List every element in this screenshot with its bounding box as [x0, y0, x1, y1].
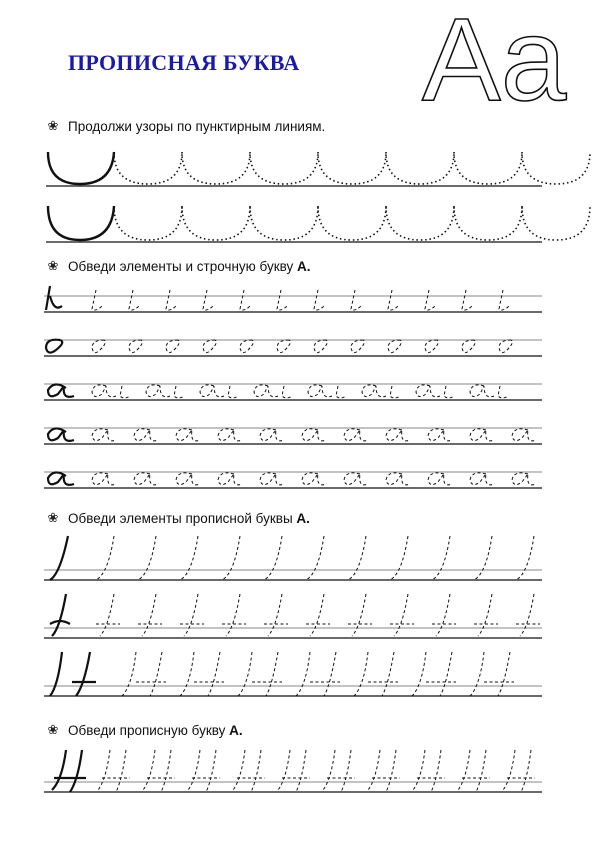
solid-element	[50, 536, 68, 580]
dashed-element	[92, 385, 130, 398]
solid-element	[52, 750, 86, 792]
dashed-element	[314, 290, 324, 310]
page-title: ПРОПИСНАЯ БУКВА	[68, 50, 300, 75]
instruction-3-letter: А.	[296, 510, 310, 526]
dashed-element	[512, 429, 536, 441]
dashed-element	[470, 385, 508, 398]
dashed-element	[138, 536, 156, 580]
dashed-element	[277, 340, 290, 353]
dashed-element	[254, 385, 292, 398]
dashed-element	[134, 473, 158, 485]
dashed-element	[412, 652, 456, 696]
dashed-element	[180, 594, 204, 636]
flower-bullet-icon: ❀	[47, 118, 59, 133]
dashed-element	[314, 340, 327, 353]
dashed-element	[302, 473, 326, 485]
dashed-element	[188, 750, 220, 792]
pattern-row-1	[0, 146, 595, 196]
dotted-arc	[250, 206, 318, 240]
dashed-element	[92, 473, 116, 485]
dashed-element	[122, 652, 166, 696]
dashed-element	[134, 429, 158, 441]
dashed-element	[143, 750, 175, 792]
dashed-element	[166, 340, 179, 353]
dashed-element	[180, 652, 224, 696]
dashed-element	[388, 340, 401, 353]
dashed-element	[240, 340, 253, 353]
dashed-element	[348, 536, 366, 580]
instruction-4-text: Обведи прописную букву	[68, 722, 230, 738]
dotted-arc	[386, 152, 454, 184]
dashed-element	[96, 536, 114, 580]
dashed-element	[512, 473, 536, 485]
dashed-element	[260, 429, 284, 441]
dashed-element	[470, 473, 494, 485]
solid-element	[50, 594, 70, 636]
dashed-element	[390, 594, 414, 636]
flower-bullet-icon: ❀	[47, 258, 59, 273]
instruction-4	[46, 722, 243, 738]
dashed-element	[425, 290, 435, 310]
dashed-element	[138, 594, 162, 636]
uppercase-element-rows	[0, 532, 595, 704]
dashed-element	[203, 290, 213, 310]
dashed-element	[388, 290, 398, 310]
dashed-element	[499, 340, 512, 353]
pattern-solid-arc	[48, 152, 114, 184]
dashed-element	[351, 340, 364, 353]
dashed-element	[323, 750, 355, 792]
dashed-element	[516, 594, 540, 636]
dashed-element	[462, 290, 472, 310]
dashed-element	[264, 536, 282, 580]
dotted-arc	[454, 152, 522, 184]
dashed-element	[362, 385, 400, 398]
dashed-element	[308, 385, 346, 398]
dashed-element	[166, 290, 176, 310]
dotted-arc	[114, 206, 182, 240]
solid-element	[48, 384, 74, 396]
solid-element	[46, 286, 62, 310]
dashed-element	[348, 594, 372, 636]
dashed-element	[390, 536, 408, 580]
dashed-element	[222, 536, 240, 580]
lowercase-rows	[0, 282, 595, 492]
instruction-2-letter: А.	[297, 258, 311, 274]
dashed-element	[180, 536, 198, 580]
dashed-element	[260, 473, 284, 485]
dashed-element	[386, 473, 410, 485]
dashed-element	[92, 340, 105, 353]
solid-element	[48, 472, 74, 484]
dashed-element	[462, 340, 475, 353]
dashed-element	[344, 429, 368, 441]
dashed-element	[96, 594, 120, 636]
dashed-element	[302, 429, 326, 441]
dashed-element	[92, 429, 116, 441]
dashed-element	[240, 290, 250, 310]
dashed-element	[264, 594, 288, 636]
flower-bullet-icon: ❀	[47, 510, 59, 525]
solid-element	[46, 340, 62, 353]
dashed-element	[413, 750, 445, 792]
dotted-arc	[250, 152, 318, 184]
instruction-1-text: Продолжи узоры по пунктирным линиям.	[68, 118, 326, 134]
dashed-element	[296, 652, 340, 696]
outlined-letters-text: Aa	[422, 0, 567, 126]
dashed-element	[176, 473, 200, 485]
solid-element	[50, 652, 96, 696]
outlined-letters-Aa	[418, 0, 588, 126]
dashed-element	[129, 290, 139, 310]
dashed-element	[386, 429, 410, 441]
dashed-element	[474, 594, 498, 636]
dashed-element	[474, 536, 492, 580]
dashed-element	[425, 340, 438, 353]
dotted-arc	[318, 152, 386, 184]
dashed-element	[200, 385, 238, 398]
dashed-element	[428, 429, 452, 441]
dotted-arc	[318, 206, 386, 240]
dashed-element	[354, 652, 398, 696]
dashed-element	[222, 594, 246, 636]
flower-bullet-icon: ❀	[47, 722, 59, 737]
dashed-element	[92, 290, 102, 310]
dashed-element	[351, 290, 361, 310]
dashed-element	[218, 473, 242, 485]
instruction-4-letter: А.	[229, 722, 243, 738]
dashed-element	[516, 536, 534, 580]
dashed-element	[470, 652, 514, 696]
dashed-element	[499, 290, 509, 310]
dotted-arc	[386, 206, 454, 240]
dashed-element	[470, 429, 494, 441]
dashed-element	[238, 652, 282, 696]
dashed-element	[368, 750, 400, 792]
dashed-element	[233, 750, 265, 792]
instruction-3	[46, 510, 310, 526]
instruction-3-text: Обведи элементы прописной буквы	[68, 510, 297, 526]
capital-a-row	[0, 744, 595, 806]
dashed-element	[176, 429, 200, 441]
dotted-arc	[522, 206, 590, 240]
dotted-arc	[182, 206, 250, 240]
dashed-element	[306, 594, 330, 636]
instruction-2	[46, 258, 311, 274]
dashed-element	[344, 473, 368, 485]
dotted-arc	[182, 152, 250, 184]
dashed-element	[432, 536, 450, 580]
dashed-element	[278, 750, 310, 792]
dashed-element	[458, 750, 490, 792]
dashed-element	[98, 750, 130, 792]
instruction-1	[46, 118, 325, 134]
dashed-element	[146, 385, 184, 398]
dotted-arc	[522, 152, 590, 184]
dashed-element	[416, 385, 454, 398]
dashed-element	[129, 340, 142, 353]
dashed-element	[503, 750, 535, 792]
dotted-arc	[454, 206, 522, 240]
dashed-element	[428, 473, 452, 485]
pattern-row-2	[0, 200, 595, 250]
solid-element	[48, 428, 74, 440]
dashed-element	[432, 594, 456, 636]
dashed-element	[203, 340, 216, 353]
dotted-arc	[114, 152, 182, 184]
instruction-2-text: Обведи элементы и строчную букву	[68, 258, 298, 274]
pattern-solid-arc	[48, 206, 114, 240]
dashed-element	[277, 290, 287, 310]
dashed-element	[218, 429, 242, 441]
dashed-element	[306, 536, 324, 580]
